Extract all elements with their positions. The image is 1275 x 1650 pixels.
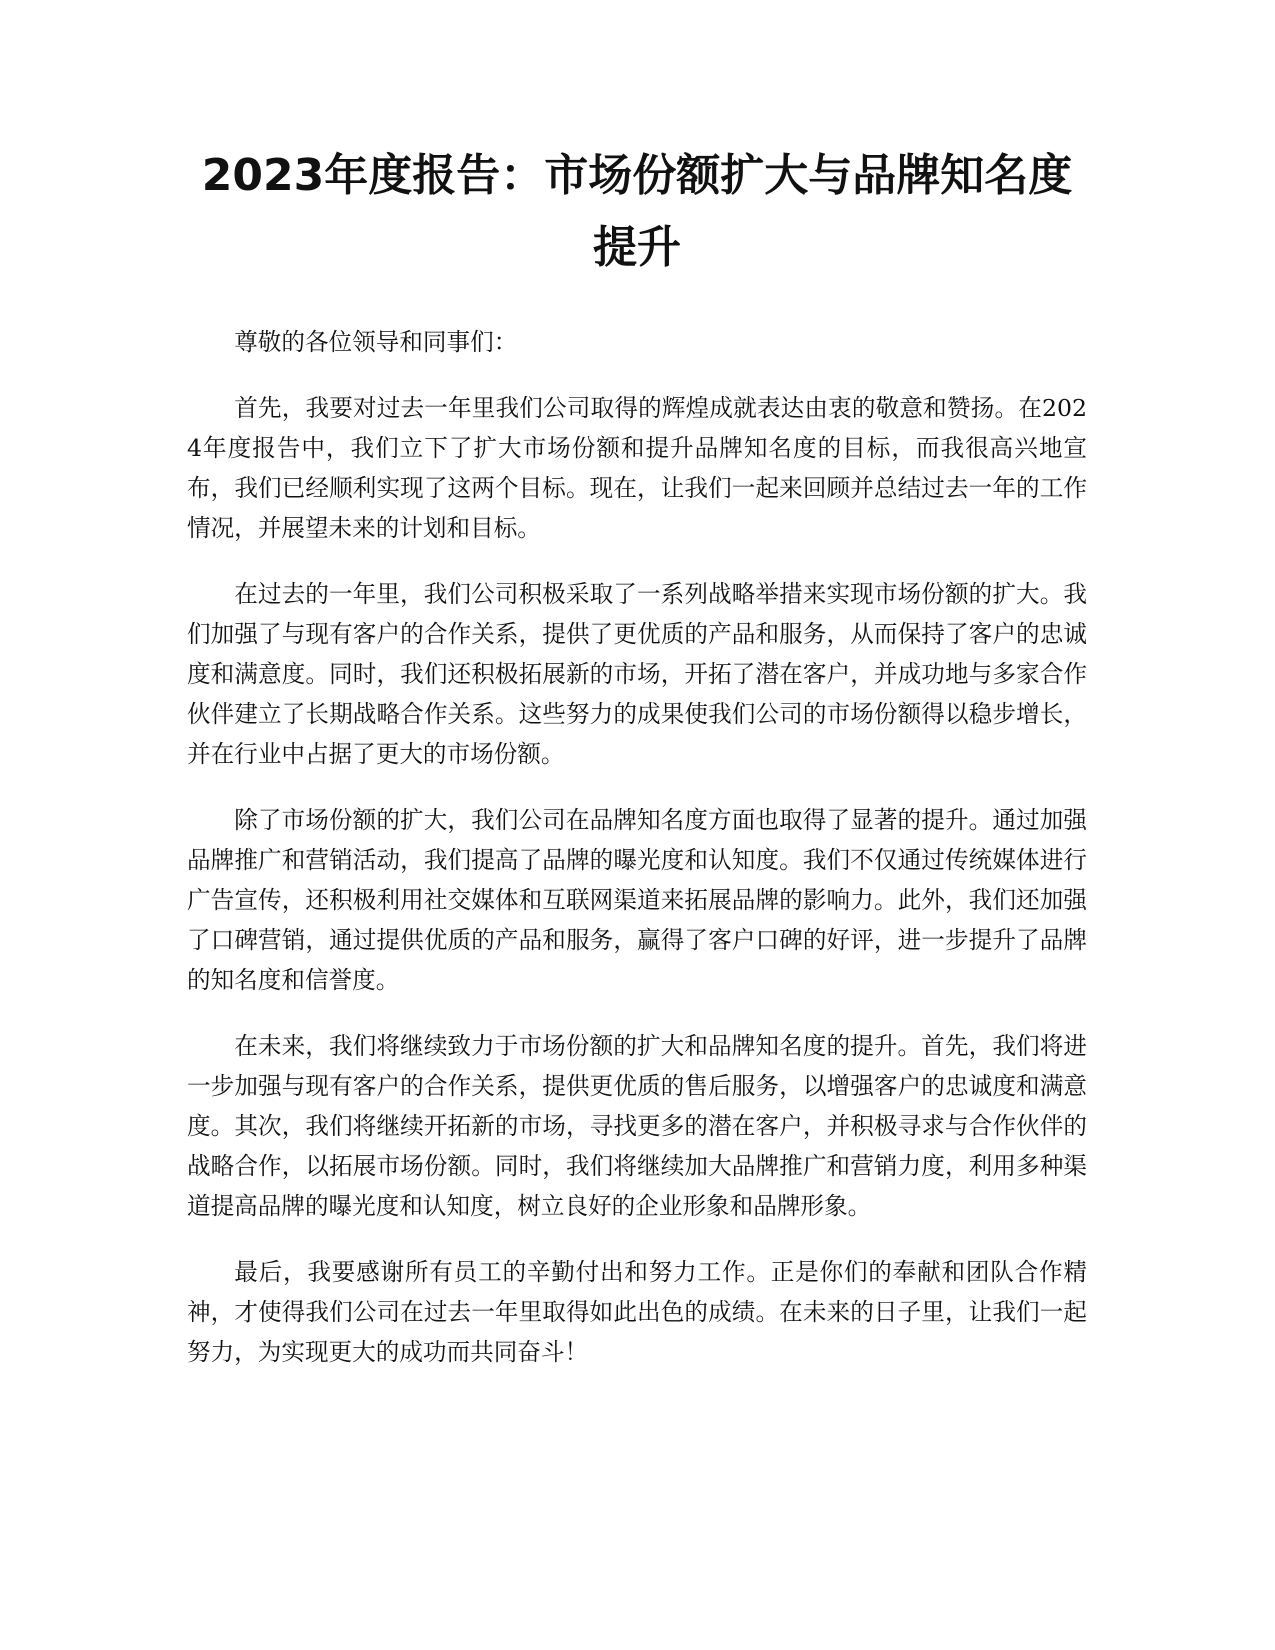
paragraph-2: 在过去的一年里，我们公司积极采取了一系列战略举措来实现市场份额的扩大。我们加强了与现有客户的合作关系，提供了更优质的产品和服务，从而保持了客户的忠诚度和满意度。同时，我们还积极拓展新的市场，开拓了潜在客户，并成功地与多家合作伙伴建立了长期战略合作关系。这些努力的成果使我们公司的市场份额得以稳步增长，并在行业中占据了更大的市场份额。	[187, 580, 1087, 768]
paragraph-3: 除了市场份额的扩大，我们公司在品牌知名度方面也取得了显著的提升。通过加强品牌推广和营销活动，我们提高了品牌的曝光度和认知度。我们不仅通过传统媒体进行广告宣传，还积极利用社交媒体和互联网渠道来拓展品牌的影响力。此外，我们还加强了口碑营销，通过提供优质的产品和服务，赢得了客户口碑的好评，进一步提升了品牌的知名度和信誉度。	[187, 806, 1087, 994]
paragraph-5: 最后，我要感谢所有员工的辛勤付出和努力工作。正是你们的奉献和团队合作精神，才使得我们公司在过去一年里取得如此出色的成绩。在未来的日子里，让我们一起努力，为实现更大的成功而共同奋斗！	[187, 1258, 1087, 1366]
document-page	[187, 140, 1087, 1398]
salutation: 尊敬的各位领导和同事们：	[234, 328, 518, 356]
document-title	[187, 140, 1087, 284]
document-body	[187, 322, 1087, 1372]
document-title-line-1: 2023年度报告：市场份额扩大与品牌知名度	[201, 150, 1073, 201]
document-title-line-2: 提升	[593, 222, 681, 273]
paragraph-4: 在未来，我们将继续致力于市场份额的扩大和品牌知名度的提升。首先，我们将进一步加强与现有客户的合作关系，提供更优质的售后服务，以增强客户的忠诚度和满意度。其次，我们将继续开拓新的市场，寻找更多的潜在客户，并积极寻求与合作伙伴的战略合作，以拓展市场份额。同时，我们将继续加大品牌推广和营销力度，利用多种渠道提高品牌的曝光度和认知度，树立良好的企业形象和品牌形象。	[187, 1032, 1087, 1220]
paragraph-1: 首先，我要对过去一年里我们公司取得的辉煌成就表达由衷的敬意和赞扬。在2024年度报告中，我们立下了扩大市场份额和提升品牌知名度的目标，而我很高兴地宣布，我们已经顺利实现了这两个目标。现在，让我们一起来回顾并总结过去一年的工作情况，并展望未来的计划和目标。	[187, 394, 1087, 542]
